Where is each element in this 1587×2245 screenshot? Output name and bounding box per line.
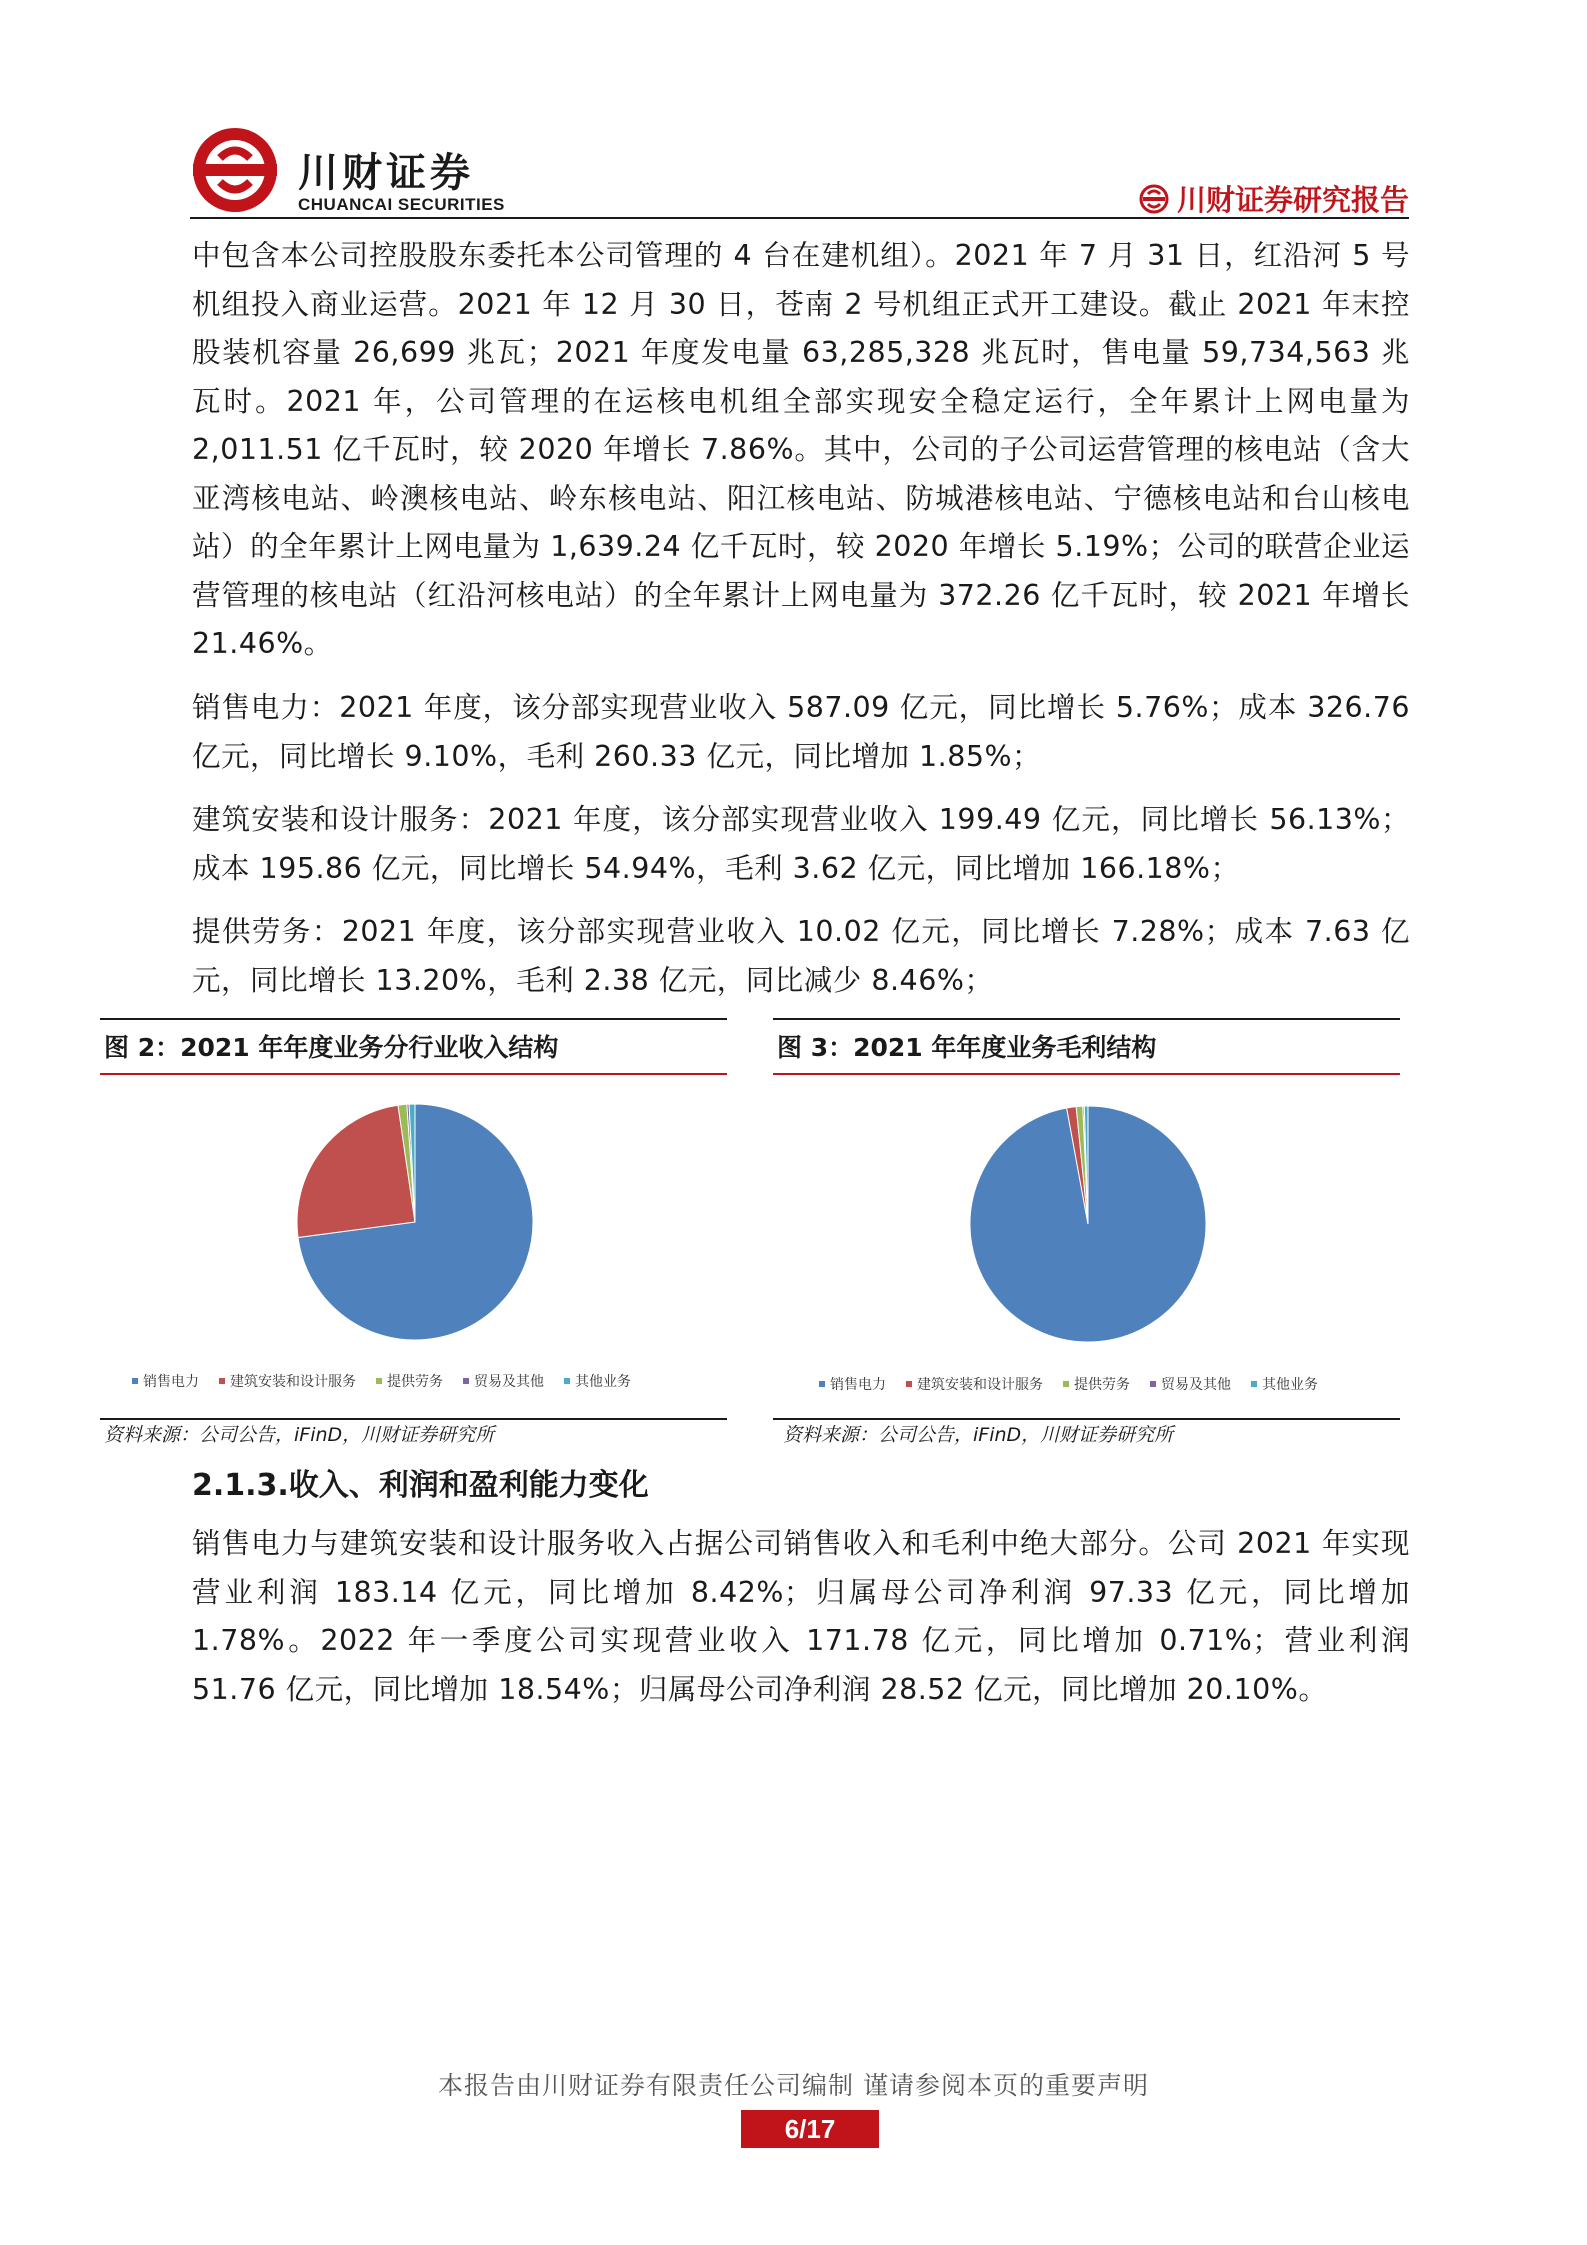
revenue-structure-pie	[290, 1097, 540, 1347]
header-divider	[190, 217, 1409, 219]
legend-item	[376, 1371, 443, 1391]
company-logo	[190, 125, 570, 215]
figure-2-legend	[132, 1371, 651, 1391]
page-number: 6/17	[741, 2110, 879, 2148]
figure-2-top-rule	[100, 1018, 727, 1020]
figure-2-source: 资料来源：公司公告，iFinD，川财证券研究所	[104, 1424, 495, 1446]
legend-item	[1063, 1374, 1130, 1394]
legend-swatch	[819, 1381, 825, 1387]
legend-swatch	[376, 1378, 382, 1384]
legend-swatch	[1063, 1381, 1069, 1387]
paragraph-labor-services: 提供劳务：2021 年度，该分部实现营业收入 10.02 亿元，同比增长 7.28%；成本 7.63 亿元，同比增长 13.20%，毛利 2.38 亿元，同比减少 8.46%；	[192, 915, 1410, 997]
figure-3-title: 图 3：2021 年年度业务毛利结构	[777, 1033, 1157, 1062]
legend-swatch	[564, 1378, 570, 1384]
logo-english-name: CHUANCAI SECURITIES	[298, 195, 505, 214]
logo-mark-icon	[190, 125, 286, 215]
legend-label: 贸易及其他	[474, 1374, 544, 1390]
legend-swatch	[1251, 1381, 1257, 1387]
legend-label: 销售电力	[830, 1377, 886, 1393]
legend-label: 其他业务	[1262, 1377, 1318, 1393]
legend-swatch	[1150, 1381, 1156, 1387]
paragraph-profitability: 销售电力与建筑安装和设计服务收入占据公司销售收入和毛利中绝大部分。公司 2021 年实现营业利润 183.14 亿元，同比增加 8.42%；归属母公司净利润 97.33 亿元，同比增加 1.78%。2022 年一季度公司实现营业收入 171.78 亿元，同比增加 0.71%；营业利润 51.76 亿元，同比增加 18.54%；归属母公司净利润 28.52 亿元，同比增加 20.10%。	[192, 1527, 1410, 1706]
figure-3-source: 资料来源：公司公告，iFinD，川财证券研究所	[783, 1424, 1174, 1446]
report-tag-icon	[1139, 184, 1169, 214]
legend-item	[819, 1374, 886, 1394]
legend-item	[906, 1374, 1043, 1394]
logo-chinese-name: 川财证券	[298, 150, 474, 196]
figure-2-title-rule	[100, 1073, 727, 1075]
legend-swatch	[132, 1378, 138, 1384]
section-heading: 2.1.3.收入、利润和盈利能力变化	[192, 1468, 649, 1503]
legend-swatch	[463, 1378, 469, 1384]
figure-2-title: 图 2：2021 年年度业务分行业收入结构	[104, 1033, 559, 1062]
legend-label: 提供劳务	[387, 1374, 443, 1390]
figure-3-top-rule	[773, 1018, 1400, 1020]
legend-label: 销售电力	[143, 1374, 199, 1390]
legend-label: 建筑安装和设计服务	[230, 1374, 356, 1390]
legend-item	[564, 1371, 631, 1391]
figure-3-title-rule	[773, 1073, 1400, 1075]
legend-swatch	[219, 1378, 225, 1384]
legend-item	[463, 1371, 544, 1391]
legend-item	[132, 1371, 199, 1391]
legend-swatch	[906, 1381, 912, 1387]
paragraph-construction-services: 建筑安装和设计服务：2021 年度，该分部实现营业收入 199.49 亿元，同比增长 56.13%；成本 195.86 亿元，同比增长 54.94%，毛利 3.62 亿元，同比增加 166.18%；	[192, 803, 1410, 885]
legend-label: 贸易及其他	[1161, 1377, 1231, 1393]
paragraph-nuclear-operations: 中包含本公司控股股东委托本公司管理的 4 台在建机组）。2021 年 7 月 31 日，红沿河 5 号机组投入商业运营。2021 年 12 月 30 日，苍南 2 号机组正式开工建设。截止 2021 年末控股装机容量 26,699 兆瓦；2021 年度发电量 63,285,328 兆瓦时，售电量 59,734,563 兆瓦时。2021 年，公司管理的在运核电机组全部实现安全稳定运行，全年累计上网电量为 2,011.51 亿千瓦时，较 2020 年增长 7.86%。其中，公司的子公司运营管理的核电站（含大亚湾核电站、岭澳核电站、岭东核电站、阳江核电站、防城港核电站、宁德核电站和台山核电站）的全年累计上网电量为 1,639.24 亿千瓦时，较 2020 年增长 5.19%；公司的联营企业运营管理的核电站（红沿河核电站）的全年累计上网电量为 372.26 亿千瓦时，较 2021 年增长 21.46%。	[192, 239, 1410, 660]
legend-item	[1150, 1374, 1231, 1394]
pie-slice-2	[297, 1105, 415, 1237]
legend-label: 其他业务	[575, 1374, 631, 1390]
gross-profit-structure-pie	[963, 1099, 1213, 1349]
legend-item	[219, 1371, 356, 1391]
report-tag-label: 川财证券研究报告	[1176, 183, 1409, 217]
legend-label: 提供劳务	[1074, 1377, 1130, 1393]
footer-disclaimer: 本报告由川财证券有限责任公司编制 谨请参阅本页的重要声明	[438, 2071, 1149, 2100]
legend-label: 建筑安装和设计服务	[917, 1377, 1043, 1393]
paragraph-power-sales: 销售电力：2021 年度，该分部实现营业收入 587.09 亿元，同比增长 5.76%；成本 326.76 亿元，同比增长 9.10%，毛利 260.33 亿元，同比增加 1.85%；	[192, 691, 1410, 773]
legend-item	[1251, 1374, 1318, 1394]
report-tag	[1139, 178, 1409, 219]
figure-3-legend	[819, 1374, 1338, 1394]
